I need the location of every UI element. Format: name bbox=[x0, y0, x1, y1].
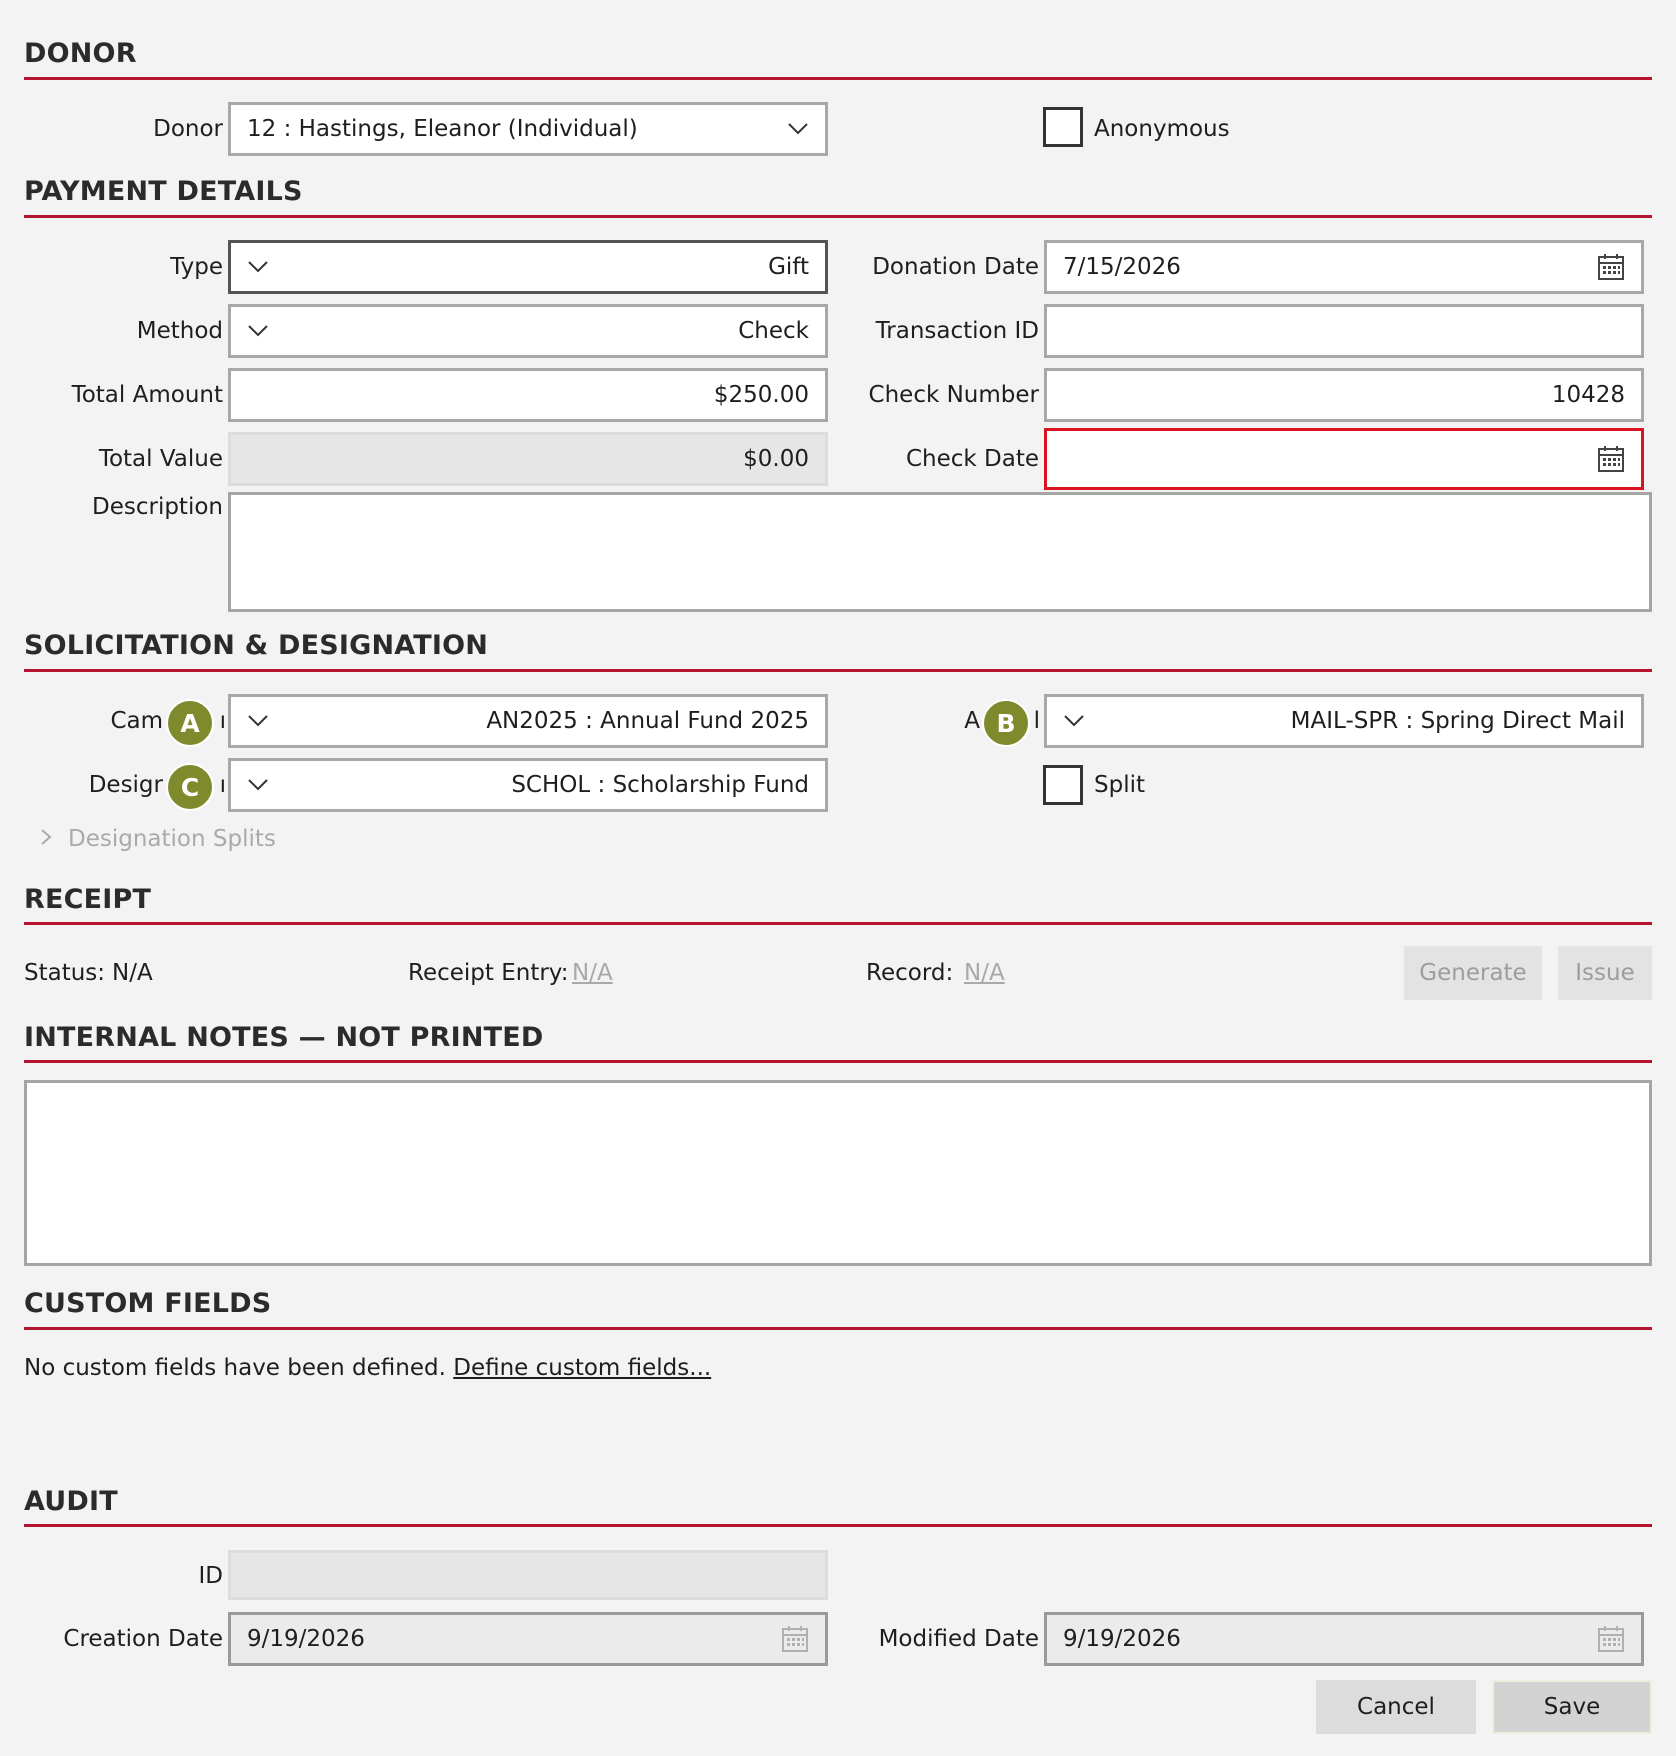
section-divider bbox=[24, 77, 1652, 80]
campaign-select[interactable] bbox=[228, 694, 828, 748]
anonymous-label: Anonymous bbox=[1094, 116, 1230, 142]
designation-splits-label: Designation Splits bbox=[68, 826, 276, 852]
internal-notes-textarea[interactable] bbox=[24, 1080, 1652, 1266]
type-select[interactable] bbox=[228, 240, 828, 294]
section-title-internal-notes: INTERNAL NOTES — NOT PRINTED bbox=[24, 1022, 544, 1053]
appeal-label: A bbox=[964, 708, 980, 734]
receipt-status-value: N/A bbox=[112, 960, 153, 986]
total-value-value: $0.00 bbox=[743, 446, 809, 472]
receipt-entry-label: Receipt Entry: bbox=[408, 960, 569, 986]
modified-date-label: Modified Date bbox=[878, 1626, 1039, 1652]
check-number-label: Check Number bbox=[868, 382, 1039, 408]
audit-id-field bbox=[228, 1550, 828, 1600]
issue-button[interactable]: Issue bbox=[1558, 946, 1652, 1000]
receipt-record-link[interactable]: N/A bbox=[964, 960, 1005, 986]
total-amount-label: Total Amount bbox=[71, 382, 223, 408]
transaction-id-label: Transaction ID bbox=[875, 318, 1039, 344]
donor-value: 12 : Hastings, Eleanor (Individual) bbox=[247, 116, 638, 142]
anonymous-checkbox[interactable] bbox=[1043, 107, 1083, 147]
donation-date-value: 7/15/2026 bbox=[1063, 254, 1181, 280]
campaign-value: AN2025 : Annual Fund 2025 bbox=[486, 708, 809, 734]
chevron-down-icon[interactable] bbox=[247, 774, 269, 796]
audit-id-label: ID bbox=[198, 1563, 223, 1589]
receipt-status-label: Status: bbox=[24, 960, 106, 986]
designation-select[interactable] bbox=[228, 758, 828, 812]
campaign-label: Cam bbox=[110, 708, 163, 734]
section-divider bbox=[24, 1524, 1652, 1527]
section-divider bbox=[24, 922, 1652, 925]
creation-date-field bbox=[228, 1612, 828, 1666]
section-title-solicitation: SOLICITATION & DESIGNATION bbox=[24, 630, 489, 661]
section-divider bbox=[24, 669, 1652, 672]
section-title-receipt: RECEIPT bbox=[24, 884, 152, 915]
donation-date-label: Donation Date bbox=[872, 254, 1039, 280]
section-divider bbox=[24, 1327, 1652, 1330]
description-textarea[interactable] bbox=[228, 492, 1652, 612]
creation-date-value: 9/19/2026 bbox=[247, 1626, 365, 1652]
designation-label: Desigr bbox=[88, 772, 163, 798]
chevron-down-icon[interactable] bbox=[247, 320, 269, 342]
designation-splits-expander[interactable] bbox=[40, 826, 276, 852]
creation-date-label: Creation Date bbox=[63, 1626, 223, 1652]
method-select[interactable] bbox=[228, 304, 828, 358]
chevron-down-icon[interactable] bbox=[247, 710, 269, 732]
calendar-icon[interactable] bbox=[1597, 445, 1625, 473]
receipt-record-label: Record: bbox=[866, 960, 954, 986]
calendar-icon[interactable] bbox=[1597, 253, 1625, 281]
chevron-down-icon[interactable] bbox=[787, 118, 809, 140]
cancel-button[interactable]: Cancel bbox=[1316, 1680, 1476, 1734]
callout-badge-a: A bbox=[166, 699, 214, 747]
custom-fields-message: No custom fields have been defined. bbox=[24, 1355, 446, 1381]
calendar-icon bbox=[781, 1625, 809, 1653]
check-date-input[interactable] bbox=[1044, 428, 1644, 490]
callout-badge-b: B bbox=[982, 699, 1030, 747]
section-title-donor: DONOR bbox=[24, 38, 137, 69]
donor-select[interactable] bbox=[228, 102, 828, 156]
type-label: Type bbox=[170, 254, 223, 280]
designation-value: SCHOL : Scholarship Fund bbox=[511, 772, 809, 798]
appeal-select[interactable] bbox=[1044, 694, 1644, 748]
donation-date-input[interactable] bbox=[1044, 240, 1644, 294]
total-amount-value: $250.00 bbox=[713, 382, 809, 408]
custom-fields-message-row bbox=[24, 1353, 711, 1383]
total-value-field bbox=[228, 432, 828, 486]
modified-date-value: 9/19/2026 bbox=[1063, 1626, 1181, 1652]
split-label: Split bbox=[1094, 772, 1145, 798]
description-label: Description bbox=[92, 494, 223, 520]
appeal-value: MAIL-SPR : Spring Direct Mail bbox=[1290, 708, 1625, 734]
receipt-entry-link[interactable]: N/A bbox=[572, 960, 613, 986]
section-divider bbox=[24, 1060, 1652, 1063]
split-checkbox[interactable] bbox=[1043, 765, 1083, 805]
appeal-label-tail: l bbox=[1033, 708, 1040, 734]
chevron-right-icon bbox=[40, 826, 52, 852]
section-title-payment-details: PAYMENT DETAILS bbox=[24, 176, 303, 207]
callout-badge-c: C bbox=[166, 763, 214, 811]
section-title-audit: AUDIT bbox=[24, 1486, 118, 1517]
section-divider bbox=[24, 215, 1652, 218]
calendar-icon bbox=[1597, 1625, 1625, 1653]
type-value: Gift bbox=[768, 254, 809, 280]
check-number-value: 10428 bbox=[1551, 382, 1625, 408]
save-button[interactable]: Save bbox=[1492, 1680, 1652, 1734]
generate-button[interactable]: Generate bbox=[1404, 946, 1542, 1000]
designation-label-tail: ı bbox=[219, 772, 226, 798]
method-value: Check bbox=[738, 318, 809, 344]
campaign-label-tail: ı bbox=[219, 708, 226, 734]
chevron-down-icon[interactable] bbox=[247, 256, 269, 278]
total-amount-input[interactable] bbox=[228, 368, 828, 422]
section-title-custom-fields: CUSTOM FIELDS bbox=[24, 1288, 272, 1319]
define-custom-fields-link[interactable]: Define custom fields... bbox=[453, 1355, 712, 1381]
check-number-input[interactable] bbox=[1044, 368, 1644, 422]
chevron-down-icon[interactable] bbox=[1063, 710, 1085, 732]
check-date-label: Check Date bbox=[905, 446, 1039, 472]
total-value-label: Total Value bbox=[98, 446, 223, 472]
method-label: Method bbox=[136, 318, 223, 344]
transaction-id-input[interactable] bbox=[1044, 304, 1644, 358]
donor-label: Donor bbox=[153, 116, 223, 142]
modified-date-field bbox=[1044, 1612, 1644, 1666]
